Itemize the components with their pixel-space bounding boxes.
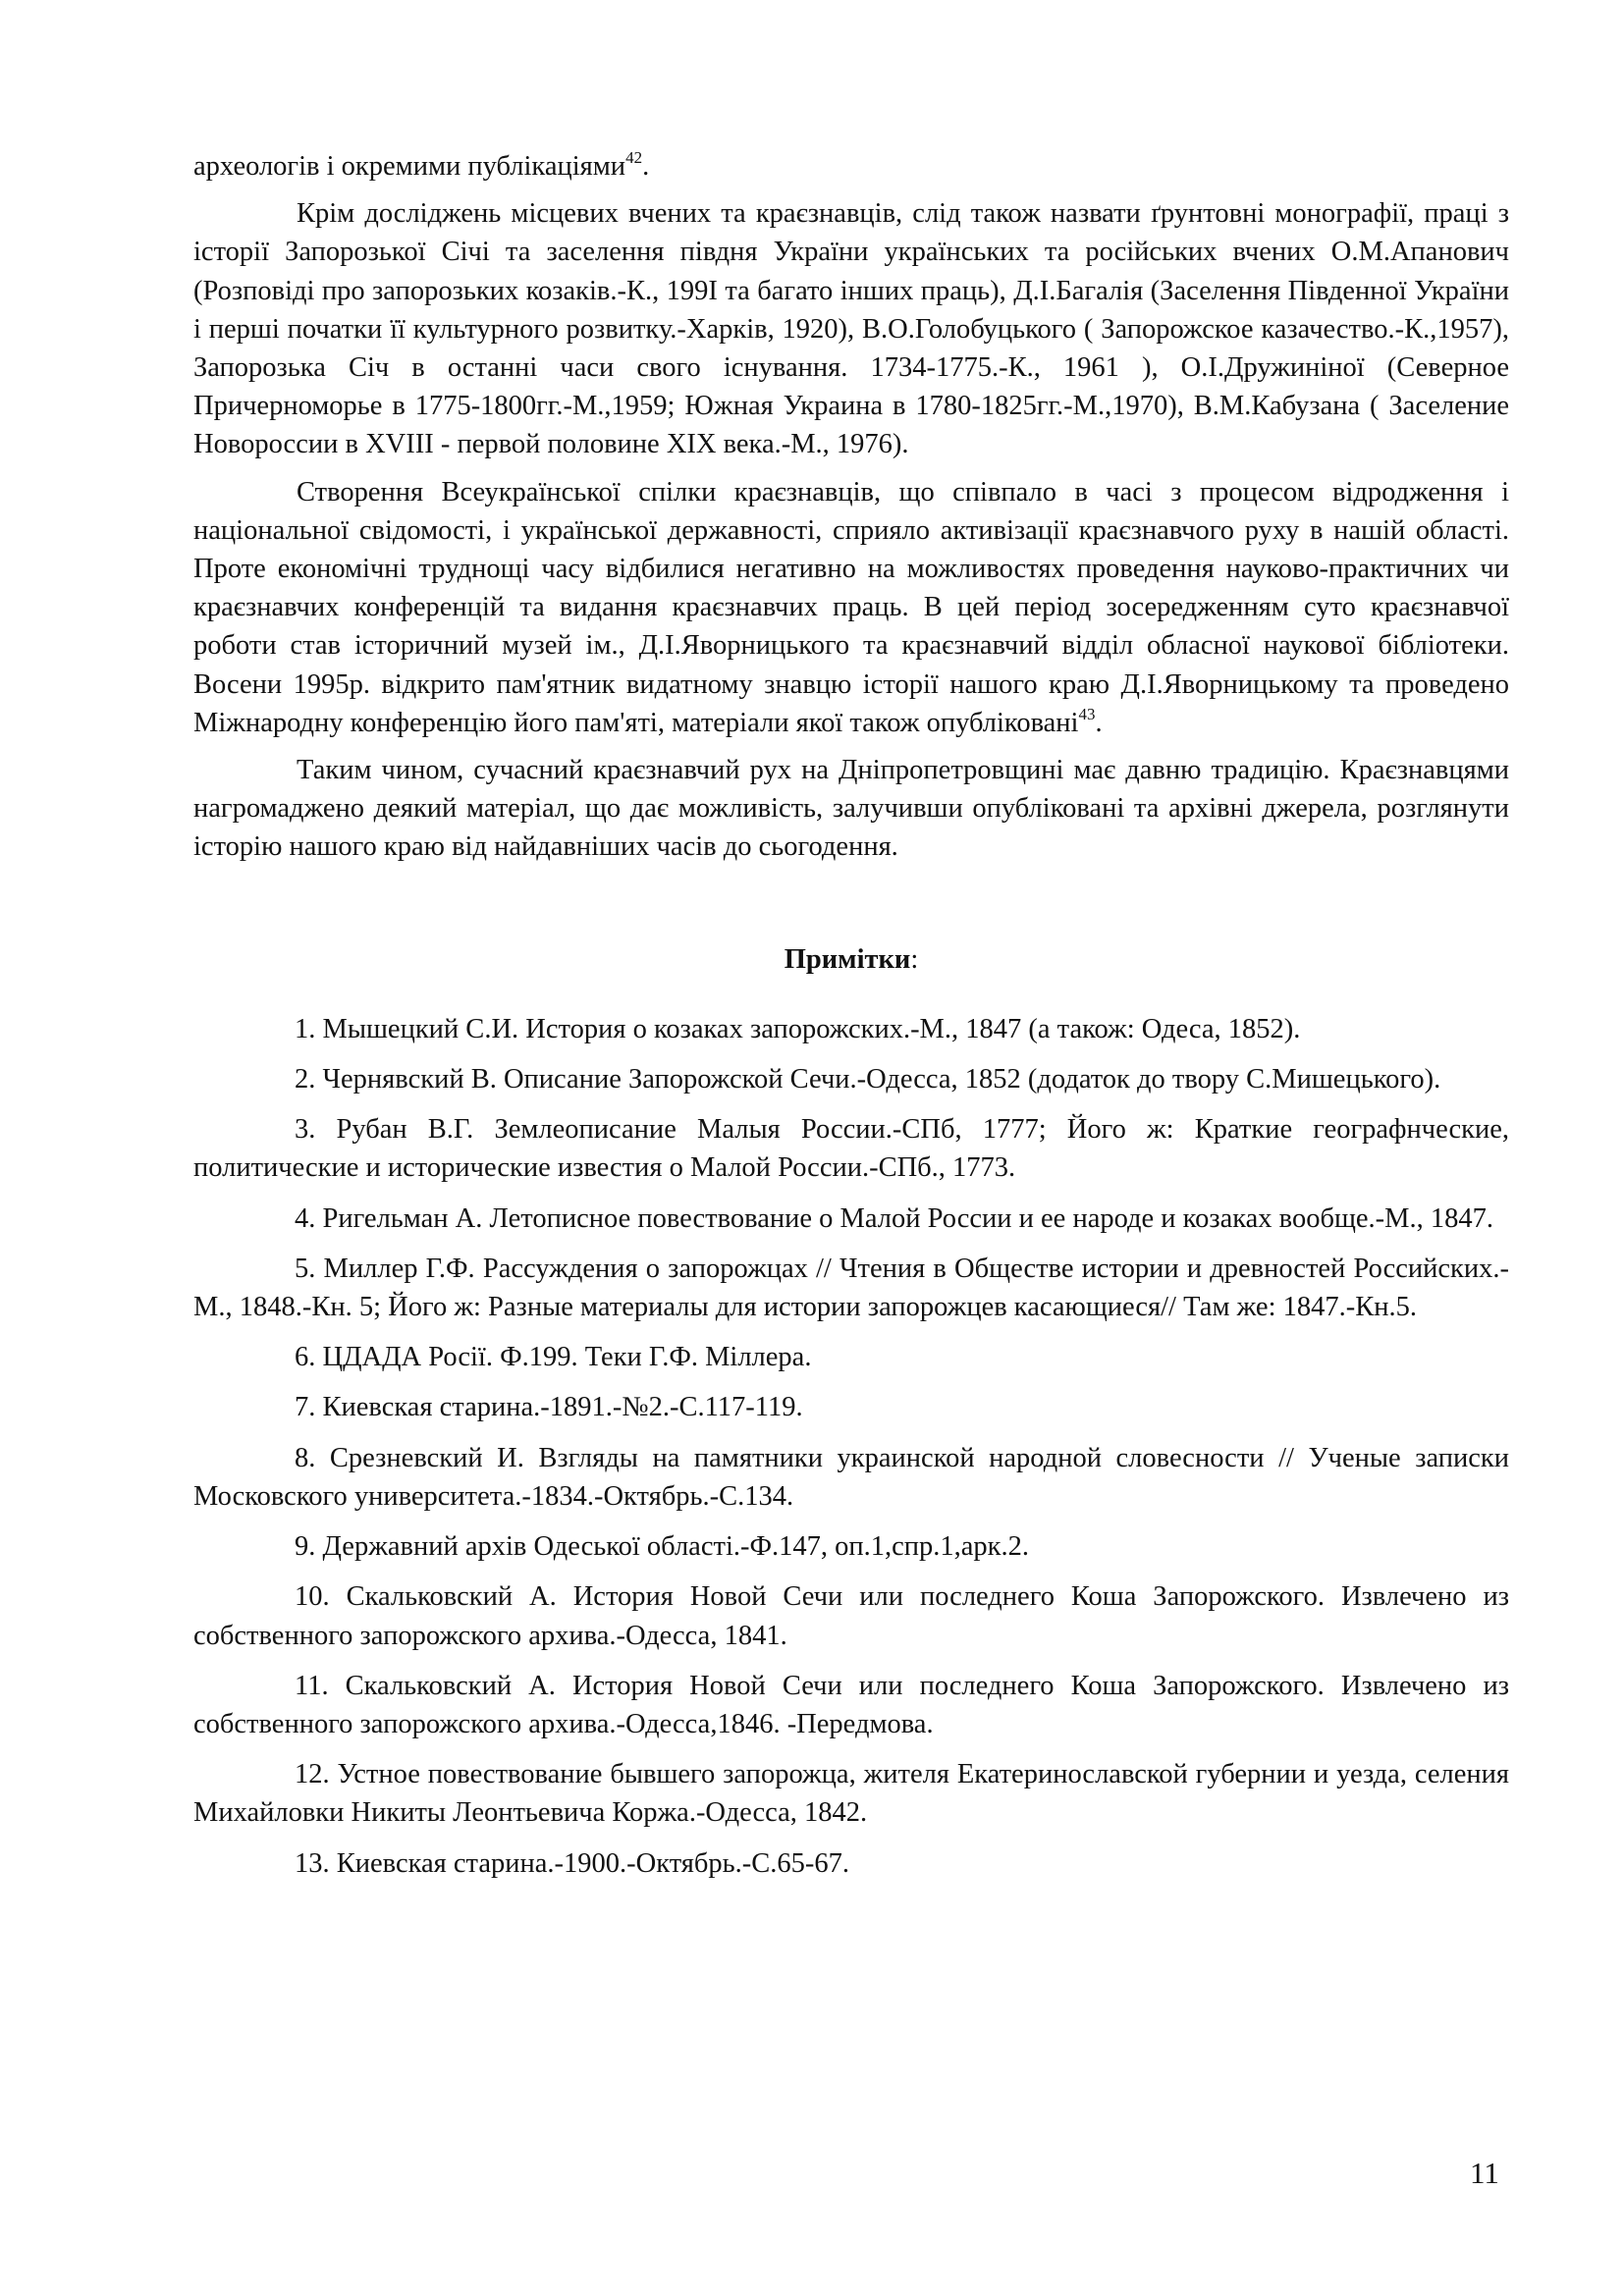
paragraph-union <box>193 473 1509 742</box>
notes-list <box>193 1010 1509 1883</box>
page-number: 11 <box>1470 2156 1499 2190</box>
paragraph-monographs: Крім досліджень місцевих вчених та краєзнавців, слід також назвати ґрунтовні монографії, праці з історії Запорозької Січі та заселення півдня України українських та російських вчених О.М.Апанович (Розповіді про запорозьких козаків.-К., 199I та багато інших праць), Д.І.Багалія (Заселення Південної України і перші початки її культурного розвитку.-Харків, 1920), В.О.Голобуцького ( Запорожское казачество.-К.,1957), Запорозька Січ в останні часи свого існування. 1734-1775.-К., 1961 ), О.І.Дружиніної (Северное Причерноморье в 1775-1800гг.-М.,1959; Южная Украина в 1780-1825гг.-М.,1970), В.М.Кабузана ( Заселение Новороссии в XVIII - первой половине XIX века.-М., 1976). <box>193 198 1509 460</box>
paragraph-union-trail: . <box>1095 707 1103 738</box>
intro-trail: . <box>642 151 650 182</box>
note-item: 3. Рубан В.Г. Землеописание Малыя России.-СПб, 1777; Його ж: Краткие географнческие, политические и исторические известия о Малой России.-СПб., 1773. <box>193 1114 1509 1184</box>
note-item: 7. Киевская старина.-1891.-№2.-С.117-119. <box>295 1392 803 1423</box>
note-item: 2. Чернявский В. Описание Запорожской Сечи.-Одесса, 1852 (додаток до твору С.Мишецького). <box>295 1064 1441 1095</box>
paragraph-conclusion: Таким чином, сучасний краєзнавчий рух на Дніпропетровщині має давню традицію. Краєзнавцями нагромаджено деякий матеріал, що дає можливість, залучивши опубліковані та архівні джерела, розглянути історію нашого краю від найдавніших часів до сьогодення. <box>193 755 1509 863</box>
note-item: 13. Киевская старина.-1900.-Октябрь.-С.65-67. <box>295 1847 849 1879</box>
document-page <box>193 147 1509 1883</box>
notes-heading-colon: : <box>910 943 919 975</box>
intro-text: археологів і окремими публікаціями <box>193 151 626 182</box>
note-item: 9. Державний архів Одеської області.-Ф.147, оп.1,спр.1,арк.2. <box>295 1531 1030 1563</box>
note-item: 10. Скальковский А. История Новой Сечи или последнего Коша Запорожского. Извлечено из собственного запорожского архива.-Одесса, 1841. <box>193 1581 1509 1651</box>
note-item: 12. Устное повествование бывшего запорожца, жителя Екатеринославской губернии и уезда, селения Михайловки Никиты Леонтьевича Коржа.-Одесса, 1842. <box>193 1759 1509 1829</box>
notes-heading-title: Примітки <box>784 943 911 975</box>
note-item: 4. Ригельман А. Летописное повествование о Малой России и ее народе и козаках вообще.-М., 1847. <box>295 1202 1493 1234</box>
intro-line <box>193 147 1509 186</box>
note-item: 6. ЦДАДА Росії. Ф.199. Теки Г.Ф. Міллера. <box>295 1342 812 1373</box>
footnote-ref-43: 43 <box>1078 704 1096 723</box>
note-item: 5. Миллер Г.Ф. Рассуждения о запорожцах // Чтения в Обществе истории и древностей Российских.-М., 1848.-Кн. 5; Його ж: Разные материалы для истории запорожцев касающиеся// Там же: 1847.-Кн.5. <box>193 1253 1509 1323</box>
paragraph-union-text: Створення Всеукраїнської спілки краєзнавців, що співпало в часі з процесом відродження і національної свідомості, і української державності, сприяло активізації краєзнавчого руху в нашій області. Проте економічні труднощі часу відбилися негативно на можливостях проведення науково-практичних чи краєзнавчих конференцій та видання краєзнавчих праць. В цей період зосередженням суто краєзнавчої роботи став історичний музей ім., Д.І.Яворницького та краєзнавчий відділ обласної наукової бібліотеки. Восени 1995р. відкрито пам'ятник видатному знавцю історії нашого краю Д.І.Яворницькому та проведено Міжнародну конференцію його пам'яті, матеріали якої також опубліковані <box>193 476 1509 738</box>
note-item: 8. Срезневский И. Взгляды на памятники украинской народной словесности // Ученые записки Московского университета.-1834.-Октябрь.-С.134. <box>193 1442 1509 1512</box>
footnote-ref-42: 42 <box>625 148 643 168</box>
note-item: 1. Мышецкий С.И. История о козаках запорожских.-М., 1847 (а також: Одеса, 1852). <box>295 1013 1301 1044</box>
note-item: 11. Скальковский А. История Новой Сечи или последнего Коша Запорожского. Извлечено из собственного запорожского архива.-Одесса,1846. -Передмова. <box>193 1670 1509 1739</box>
notes-heading <box>193 940 1509 979</box>
